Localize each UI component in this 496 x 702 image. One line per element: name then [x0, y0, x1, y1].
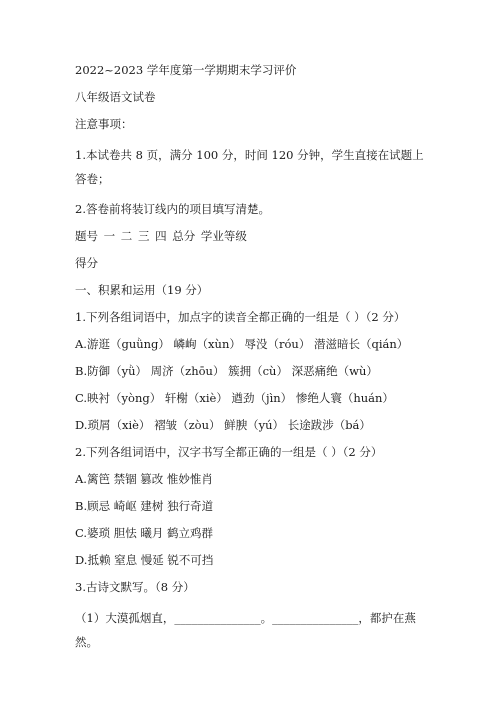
notes-item-2: 2.答卷前将装订线内的项目填写清楚。	[75, 202, 270, 216]
question-1-option-b: B.防御（yǜ） 周济（zhōu） 簇拥（cù） 深恶痛绝（wù）	[75, 364, 378, 378]
question-3-item-1: （1）大漠孤烟直，_______________。_______________，都护在燕然。	[75, 611, 416, 649]
score-table-score-row: 得分	[75, 256, 98, 270]
section-1-title: 一、积累和运用（19 分）	[75, 283, 209, 297]
question-2-option-c: C.婆琐 胆怯 曦月 鹤立鸡群	[75, 526, 214, 540]
question-1-option-a: A.游逛（guǜng） 嶙峋（xùn） 辱没（róu） 潜滋暗长（qián）	[75, 337, 409, 351]
score-table-header: 题号 一 二 三 四 总分 学业等级	[75, 229, 247, 243]
question-1-option-d: D.琐屑（xiè） 褶皱（zòu） 鲜腴（yú） 长途跋涉（bá）	[75, 418, 371, 432]
notes-item-1: 1.本试卷共 8 页，满分 100 分，时间 120 分钟，学生直接在试题上答卷；	[75, 148, 424, 186]
notes-heading: 注意事项：	[75, 117, 133, 131]
question-2-option-d: D.抵赖 窒息 慢延 锐不可挡	[75, 553, 214, 567]
question-3-stem: 3.古诗文默写。（8 分）	[75, 580, 195, 594]
exam-page	[75, 62, 425, 654]
question-1-stem: 1.下列各组词语中，加点字的读音全都正确的一组是（ ）（2 分）	[75, 310, 406, 324]
exam-subtitle: 八年级语文试卷	[75, 90, 156, 104]
question-2-stem: 2.下列各组词语中，汉字书写全都正确的一组是（ ）（2 分）	[75, 445, 383, 459]
question-2-option-a: A.篱笆 禁锢 篡改 惟妙惟肖	[75, 472, 213, 486]
question-1-option-c: C.映衬（yòng） 轩榭（xiè） 遒劲（jìn） 惨绝人寰（huán）	[75, 391, 394, 405]
exam-title: 2022~2023 学年度第一学期期末学习评价	[75, 63, 297, 77]
question-2-option-b: B.顾忌 崎岖 建树 独行奇道	[75, 499, 214, 513]
